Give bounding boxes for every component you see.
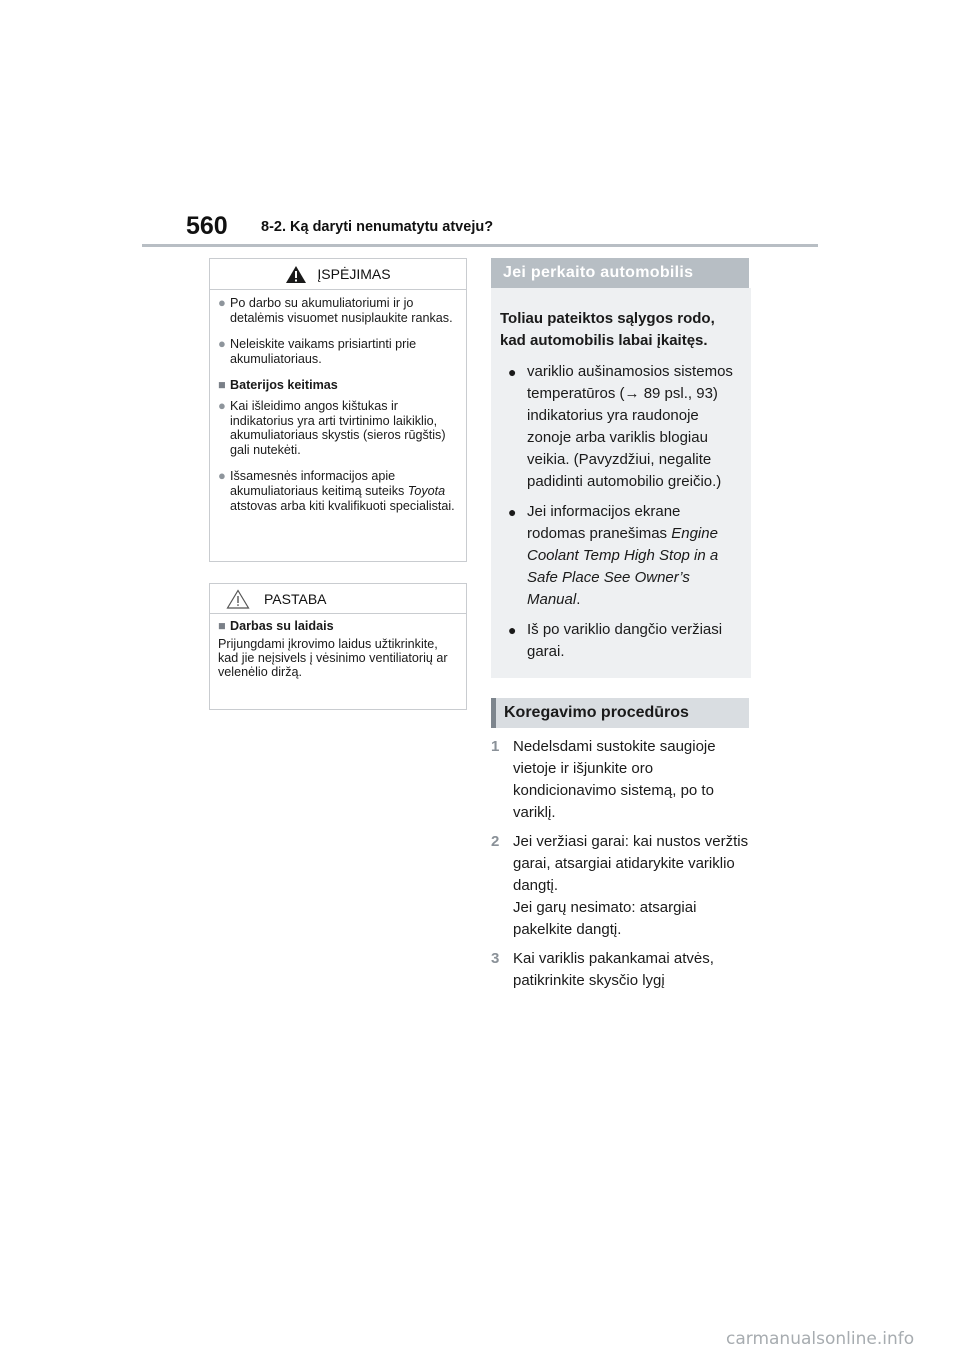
overheat-condition: ● variklio aušinamosios sistemos temperatūros (→ 89 psl., 93) indikatorius yra raudonoje zonoje arba variklis blogiau veikia. (Pavyzdžiui, negalite padidinti automobilio greičio.) [500,361,737,493]
warning-triangle-icon [285,265,307,284]
procedure-steps [491,736,753,999]
warning-header [210,259,466,290]
note-body [210,614,466,679]
note-subsection-title: ■ Darbas su laidais [218,619,334,633]
overheat-lead: Toliau pateiktos sąlygos rodo, kad automobilis labai įkaitęs. [500,310,715,349]
square-bullet-icon: ■ [218,619,226,633]
note-header [210,584,466,614]
warning-box [209,258,467,562]
warning-subsection-title: ■ Baterijos keitimas [218,378,338,393]
procedure-step: 3 Kai variklis pakankamai atvės, patikrinkite skysčio lygį [491,948,753,992]
watermark: carmanualsonline.info [726,1329,915,1349]
procedure-step: 2 Jei veržiasi garai: kai nustos veržtis garai, atsargiai atidarykite variklio dangtį. Jei garų nesimato: atsargiai pakelkite dangtį. [491,831,753,941]
warning-bullet: ● Po darbo su akumuliatoriumi ir jo detalėmis visuomet nusiplaukite rankas. [218,295,453,325]
warning-bullet: ● Neleiskite vaikams prisiartinti prie akumuliatoriaus. [218,336,417,366]
note-text: Prijungdami įkrovimo laidus užtikrinkite, kad jie neįsivels į vėsinimo ventiliatorių ar velenėlio diržą. [218,637,448,679]
overheat-condition: ● Iš po variklio dangčio veržiasi garai. [500,619,737,663]
step-number: 2 [491,833,500,850]
procedure-banner: Koregavimo procedūros [491,698,749,728]
header-divider [142,244,818,247]
bullet-dot-icon: ● [508,364,517,380]
step-number: 3 [491,950,500,967]
engine-message: Engine Coolant Temp High Stop in a Safe Place See Owner’s Manual [527,525,719,608]
bullet-dot-icon: ● [218,397,226,413]
section-title: 8-2. Ką daryti nenumatytu atveju? [261,219,494,235]
overheat-banner: Jei perkaito automobilis [491,258,749,288]
bullet-dot-icon: ● [218,295,226,310]
procedure-step: 1 Nedelsdami sustokite saugioje vietoje ir išjunkite oro kondicionavimo sistemą, po to variklį. [491,736,753,824]
overheat-info-panel [491,288,751,678]
brand-name: Toyota [407,483,446,498]
bullet-dot-icon: ● [218,336,226,352]
warning-body [210,290,466,513]
step-number: 1 [491,738,500,755]
overheat-condition: ● Jei informacijos ekrane rodomas pranešimas Engine Coolant Temp High Stop in a Safe Place See Owner’s Manual. [500,501,737,611]
square-bullet-icon: ■ [218,378,226,393]
warning-bullet: ● Išsamesnės informacijos apie akumuliatoriaus keitimą suteiks Toyota atstovas arba kiti kvalifikuoti specialistai. [218,468,455,513]
bullet-dot-icon: ● [508,504,517,520]
note-title: PASTABA [264,590,327,607]
page-number: 560 [186,212,228,240]
caution-triangle-outline-icon [226,589,250,609]
note-box [209,583,467,710]
warning-bullet: ● Kai išleidimo angos kištukas ir indikatorius yra arti tvirtinimo laikiklio, akumuliatoriaus skystis (sieros rūgštis) gali nutekėti. [218,397,446,457]
bullet-dot-icon: ● [218,468,226,484]
bullet-dot-icon: ● [508,622,517,638]
warning-title: ĮSPĖJIMAS [317,266,391,282]
